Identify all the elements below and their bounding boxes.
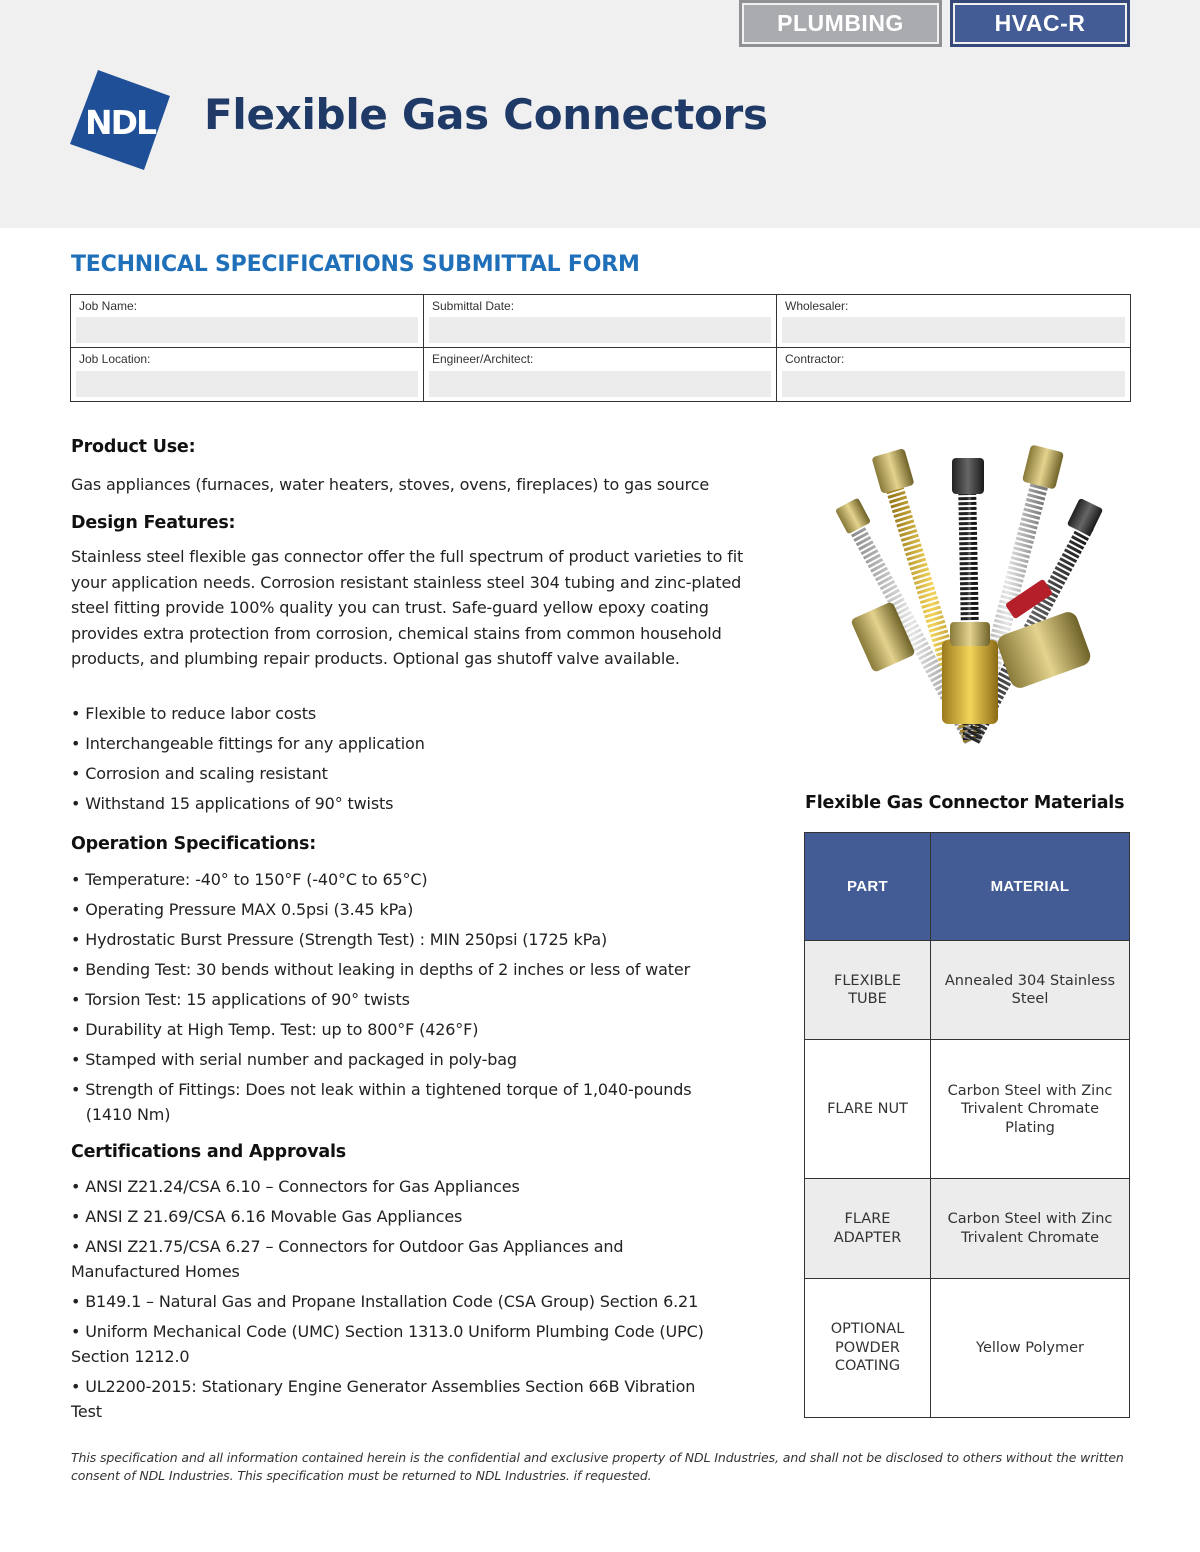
gas-connector-product-image <box>832 440 1112 760</box>
list-item: • Flexible to reduce labor costs <box>71 704 317 723</box>
list-item: • Operating Pressure MAX 0.5psi (3.45 kPa) <box>71 900 414 919</box>
list-item: • Torsion Test: 15 applications of 90° twists <box>71 990 410 1009</box>
submittal-date-input[interactable] <box>429 317 771 343</box>
contractor-input[interactable] <box>782 371 1125 397</box>
design-features-heading: Design Features: <box>71 513 236 533</box>
cell-material: Carbon Steel with Zinc Trivalent Chromate Plating <box>931 1040 1130 1179</box>
list-item: Manufactured Homes <box>71 1262 240 1281</box>
tab-plumbing[interactable]: PLUMBING <box>739 0 942 47</box>
table-row <box>805 941 1130 1040</box>
cell-part: OPTIONAL POWDER COATING <box>805 1278 931 1417</box>
confidentiality-disclaimer: This specification and all information contained herein is the confidential and exclusive property of NDL Industries, and shall not be disclosed to others without the written consent of NDL Industries. This specification must be returned to NDL Industries. if requested. <box>71 1450 1124 1483</box>
engineer-architect-field <box>424 348 777 401</box>
header-material: MATERIAL <box>931 833 1130 941</box>
operation-specs-list <box>71 867 791 1127</box>
list-item: • B149.1 – Natural Gas and Propane Installation Code (CSA Group) Section 6.21 <box>71 1292 699 1311</box>
contractor-label: Contractor: <box>785 352 845 366</box>
list-item: • Strength of Fittings: Does not leak within a tightened torque of 1,040-pounds <box>71 1080 692 1099</box>
table-header-row <box>805 833 1130 941</box>
job-location-input[interactable] <box>76 371 418 397</box>
ndl-logo <box>68 68 172 172</box>
list-item: • Uniform Mechanical Code (UMC) Section 1313.0 Uniform Plumbing Code (UPC) <box>71 1322 704 1341</box>
list-item: • Temperature: -40° to 150°F (-40°C to 65°C) <box>71 870 428 889</box>
wholesaler-field <box>777 295 1130 348</box>
list-item: • ANSI Z 21.69/CSA 6.16 Movable Gas Appliances <box>71 1207 463 1226</box>
cell-material: Yellow Polymer <box>931 1278 1130 1417</box>
cell-material: Annealed 304 Stainless Steel <box>931 941 1130 1040</box>
cell-part: FLARE ADAPTER <box>805 1179 931 1278</box>
list-item: • ANSI Z21.75/CSA 6.27 – Connectors for Outdoor Gas Appliances and <box>71 1237 624 1256</box>
operation-specs-heading: Operation Specifications: <box>71 834 317 854</box>
list-item: • Hydrostatic Burst Pressure (Strength Test) : MIN 250psi (1725 kPa) <box>71 930 608 949</box>
job-location-field <box>71 348 424 401</box>
submittal-form <box>70 294 1131 402</box>
job-location-label: Job Location: <box>79 352 151 366</box>
submittal-date-field <box>424 295 777 348</box>
list-item: • Corrosion and scaling resistant <box>71 764 328 783</box>
wholesaler-input[interactable] <box>782 317 1125 343</box>
design-features-list <box>71 701 751 816</box>
certifications-list <box>71 1174 791 1424</box>
list-item: • Durability at High Temp. Test: up to 800°F (426°F) <box>71 1020 479 1039</box>
contractor-field <box>777 348 1130 401</box>
submittal-form-title: TECHNICAL SPECIFICATIONS SUBMITTAL FORM <box>71 252 640 277</box>
list-item: (1410 Nm) <box>71 1105 171 1124</box>
list-item: • Interchangeable fittings for any application <box>71 734 425 753</box>
product-use-text: Gas appliances (furnaces, water heaters, stoves, ovens, fireplaces) to gas source <box>71 475 710 494</box>
cell-part: FLEXIBLE TUBE <box>805 941 931 1040</box>
engineer-architect-input[interactable] <box>429 371 771 397</box>
materials-table-title: Flexible Gas Connector Materials <box>805 793 1125 813</box>
list-item: • Withstand 15 applications of 90° twists <box>71 794 394 813</box>
job-name-input[interactable] <box>76 317 418 343</box>
list-item: Section 1212.0 <box>71 1347 190 1366</box>
table-row <box>805 1278 1130 1417</box>
cell-part: FLARE NUT <box>805 1040 931 1179</box>
list-item: • Bending Test: 30 bends without leaking in depths of 2 inches or less of water <box>71 960 691 979</box>
list-item: • ANSI Z21.24/CSA 6.10 – Connectors for Gas Appliances <box>71 1177 520 1196</box>
wholesaler-label: Wholesaler: <box>785 299 849 313</box>
list-item: • Stamped with serial number and packaged in poly-bag <box>71 1050 517 1069</box>
page-title: Flexible Gas Connectors <box>204 90 768 139</box>
table-row <box>805 1040 1130 1179</box>
header-part: PART <box>805 833 931 941</box>
engineer-architect-label: Engineer/Architect: <box>432 352 534 366</box>
submittal-date-label: Submittal Date: <box>432 299 515 313</box>
design-features-text: Stainless steel flexible gas connector offer the full spectrum of product varieties to fit your application needs. Corrosion resistant stainless steel 304 tubing and zinc-plated steel fitting provide 100% quality you can trust. Safe-guard yellow epoxy coating provides extra protection from corrosion, chemical stains from common household products, and plumbing repair products. Optional gas shutoff valve available. <box>71 547 744 668</box>
certifications-heading: Certifications and Approvals <box>71 1142 347 1162</box>
materials-table <box>804 832 1130 1418</box>
list-item: Test <box>71 1402 102 1421</box>
job-name-field <box>71 295 424 348</box>
cell-material: Carbon Steel with Zinc Trivalent Chromate <box>931 1179 1130 1278</box>
table-row <box>805 1179 1130 1278</box>
job-name-label: Job Name: <box>79 299 138 313</box>
svg-text:NDL: NDL <box>84 103 156 142</box>
list-item: • UL2200-2015: Stationary Engine Generator Assemblies Section 66B Vibration <box>71 1377 696 1396</box>
product-use-heading: Product Use: <box>71 437 196 457</box>
tab-hvac-r[interactable]: HVAC-R <box>950 0 1130 47</box>
